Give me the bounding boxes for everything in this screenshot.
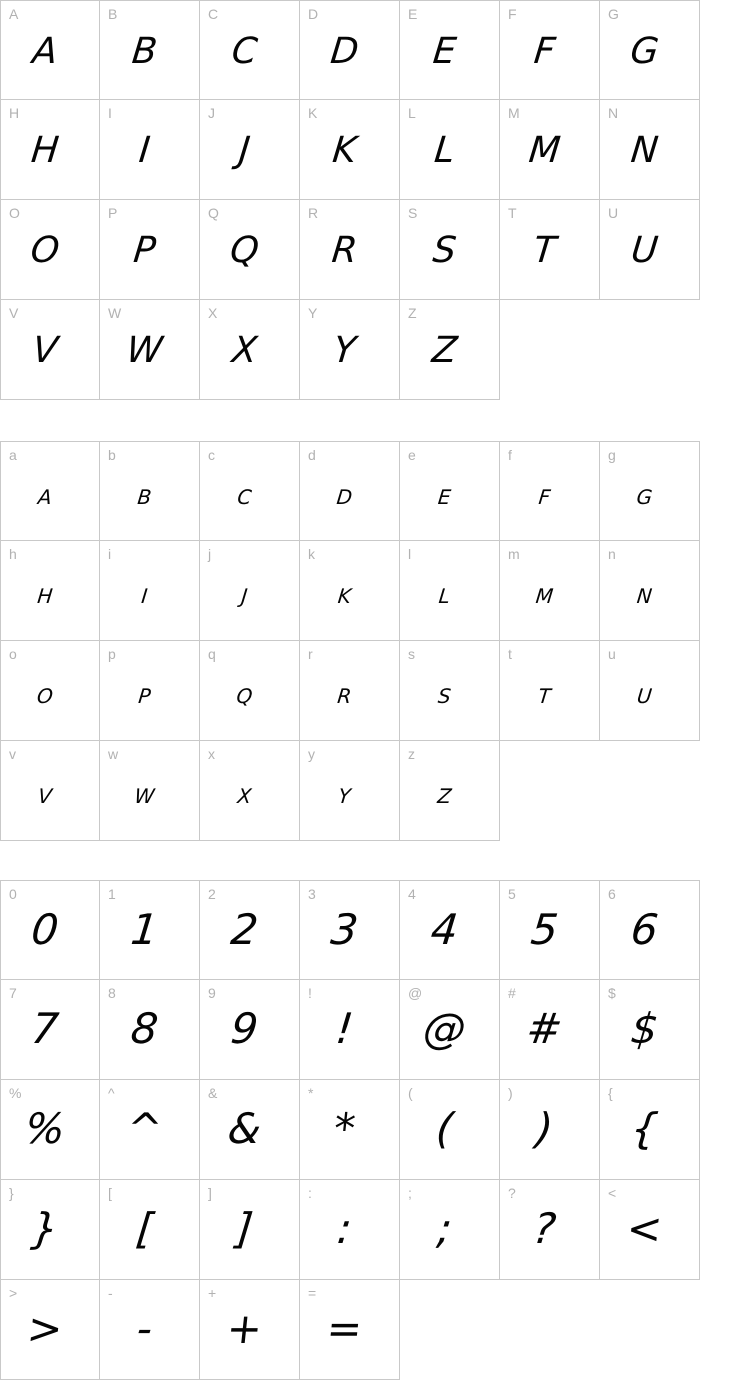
glyph-cell: [200, 880, 300, 980]
glyph-cell: [400, 880, 500, 980]
cell-glyph: E: [436, 485, 453, 509]
glyph-row: [0, 300, 700, 400]
cell-label: D: [308, 6, 319, 22]
glyph-cell: [0, 880, 100, 980]
glyph-cell: [500, 980, 600, 1080]
cell-label: g: [608, 447, 616, 463]
cell-glyph: ]: [233, 1204, 256, 1253]
glyph-row: [0, 741, 700, 841]
glyph-row: [0, 1080, 700, 1180]
cell-label: j: [208, 546, 212, 562]
glyph-cell: [600, 200, 700, 300]
cell-label: l: [408, 546, 412, 562]
glyph-cell: [0, 741, 100, 841]
glyph-cell: [600, 0, 700, 100]
cell-glyph: Z: [430, 330, 460, 371]
cell-glyph: F: [532, 31, 558, 72]
glyph-cell: [300, 441, 400, 541]
cell-label: v: [9, 746, 16, 762]
glyph-cell: [0, 100, 100, 200]
cell-label: -: [108, 1285, 113, 1301]
cell-label: ): [508, 1085, 513, 1101]
cell-glyph: &: [225, 1104, 264, 1153]
cell-label: 8: [108, 985, 116, 1001]
cell-label: @: [408, 985, 423, 1001]
cell-glyph: :: [334, 1204, 355, 1253]
glyph-cell: [500, 880, 600, 980]
glyph-cell: [400, 300, 500, 400]
glyph-cell: [600, 641, 700, 741]
cell-glyph: R: [329, 230, 360, 271]
cell-label: I: [108, 105, 112, 121]
cell-label: O: [9, 205, 20, 221]
cell-glyph: >: [24, 1304, 66, 1353]
cell-glyph: N: [628, 130, 661, 171]
glyph-cell: [100, 880, 200, 980]
cell-glyph: A: [30, 31, 60, 72]
glyph-cell: [400, 1080, 500, 1180]
cell-glyph: J: [240, 584, 249, 608]
cell-glyph: Q: [228, 230, 261, 271]
cell-label: ^: [108, 1085, 115, 1101]
glyph-cell: [500, 441, 600, 541]
cell-glyph: [: [133, 1204, 156, 1253]
glyph-row: [0, 641, 700, 741]
cell-label: e: [408, 447, 416, 463]
cell-label: d: [308, 447, 316, 463]
glyph-cell: [100, 300, 200, 400]
glyph-cell: [400, 200, 500, 300]
glyph-cell: [400, 541, 500, 641]
cell-glyph: D: [328, 31, 361, 72]
glyph-cell: [100, 1080, 200, 1180]
cell-label: S: [408, 205, 418, 221]
glyph-cell: [600, 1080, 700, 1180]
cell-glyph: +: [224, 1304, 265, 1353]
glyph-cell: [300, 200, 400, 300]
cell-label: z: [408, 746, 415, 762]
cell-glyph: V: [36, 784, 54, 808]
cell-label: U: [608, 205, 619, 221]
cell-glyph: M: [534, 584, 555, 608]
glyph-cell: [100, 0, 200, 100]
cell-glyph: N: [635, 584, 654, 608]
glyph-row: [0, 1280, 700, 1380]
glyph-section-lowercase: [0, 441, 700, 841]
cell-glyph: U: [629, 230, 660, 271]
glyph-row: [0, 200, 700, 300]
glyph-cell: [100, 980, 200, 1080]
glyph-cell: [300, 100, 400, 200]
glyph-cell: [100, 100, 200, 200]
glyph-cell: [0, 0, 100, 100]
glyph-cell: [200, 300, 300, 400]
glyph-cell: [400, 1180, 500, 1280]
cell-label: 3: [308, 886, 316, 902]
glyph-cell: [100, 1280, 200, 1380]
cell-glyph: 3: [328, 905, 361, 954]
cell-glyph: T: [537, 684, 552, 708]
cell-label: Z: [408, 305, 417, 321]
cell-label: R: [308, 205, 319, 221]
glyph-cell: [500, 200, 600, 300]
glyph-cell: [0, 300, 100, 400]
cell-glyph: M: [526, 130, 563, 171]
glyph-cell: [600, 441, 700, 541]
cell-glyph: K: [330, 130, 359, 171]
glyph-cell: [100, 641, 200, 741]
cell-label: P: [108, 205, 118, 221]
cell-label: W: [108, 305, 122, 321]
cell-glyph: T: [531, 230, 558, 271]
glyph-row: [0, 441, 700, 541]
glyph-cell: [600, 100, 700, 200]
glyph-cell: [600, 1180, 700, 1280]
cell-glyph: @: [420, 1004, 469, 1053]
glyph-cell: [0, 641, 100, 741]
glyph-cell: [500, 1180, 600, 1280]
cell-glyph: 4: [428, 905, 461, 954]
cell-glyph: O: [28, 230, 62, 271]
glyph-cell: [400, 741, 500, 841]
cell-label: +: [208, 1285, 217, 1301]
glyph-cell: [400, 441, 500, 541]
glyph-cell: [300, 1180, 400, 1280]
cell-label: k: [308, 546, 315, 562]
cell-glyph: 6: [628, 905, 661, 954]
cell-glyph: -: [134, 1304, 155, 1353]
cell-glyph: S: [430, 230, 459, 271]
cell-label: *: [308, 1085, 314, 1101]
cell-glyph: G: [635, 485, 654, 509]
glyph-cell: [300, 300, 400, 400]
cell-label: A: [9, 6, 19, 22]
cell-label: n: [608, 546, 616, 562]
glyph-cell: [0, 541, 100, 641]
cell-label: F: [508, 6, 517, 22]
cell-label: u: [608, 646, 616, 662]
cell-label: 0: [9, 886, 17, 902]
cell-label: H: [9, 105, 20, 121]
cell-glyph: H: [29, 130, 61, 171]
cell-glyph: G: [628, 31, 661, 72]
glyph-cell: [100, 441, 200, 541]
glyph-cell: [0, 441, 100, 541]
cell-glyph: I: [137, 130, 153, 171]
glyph-cell: [0, 1080, 100, 1180]
cell-label: f: [508, 447, 512, 463]
cell-label: <: [608, 1185, 617, 1201]
cell-glyph: <: [624, 1204, 665, 1253]
cell-label: s: [408, 646, 415, 662]
cell-glyph: W: [124, 330, 165, 371]
cell-glyph: Z: [436, 784, 453, 808]
glyph-section-digits-symbols: [0, 880, 700, 1380]
glyph-cell: [400, 0, 500, 100]
glyph-cell: [0, 200, 100, 300]
cell-label: L: [408, 105, 416, 121]
glyph-cell: [100, 741, 200, 841]
cell-glyph: *: [331, 1104, 358, 1153]
glyph-cell: [200, 1080, 300, 1180]
glyph-cell: [400, 100, 500, 200]
cell-glyph: Y: [337, 784, 352, 808]
cell-label: $: [608, 985, 616, 1001]
cell-glyph: Q: [235, 684, 254, 708]
glyph-cell: [100, 541, 200, 641]
cell-glyph: 1: [128, 905, 161, 954]
glyph-cell: [200, 0, 300, 100]
cell-glyph: !: [333, 1004, 356, 1053]
cell-glyph: P: [137, 684, 152, 708]
cell-label: >: [9, 1285, 18, 1301]
glyph-cell: [400, 641, 500, 741]
glyph-cell: [300, 1280, 400, 1380]
cell-glyph: I: [140, 584, 149, 608]
glyph-cell: [200, 100, 300, 200]
cell-label: Y: [308, 305, 318, 321]
cell-label: m: [508, 546, 520, 562]
glyph-cell: [300, 1080, 400, 1180]
cell-glyph: 0: [29, 905, 61, 954]
cell-label: ]: [208, 1185, 212, 1201]
cell-glyph: K: [336, 584, 353, 608]
cell-glyph: V: [30, 330, 60, 371]
glyph-cell: [200, 541, 300, 641]
glyph-cell: [200, 1280, 300, 1380]
cell-label: {: [608, 1085, 613, 1101]
cell-label: ?: [508, 1185, 516, 1201]
cell-glyph: S: [436, 684, 453, 708]
cell-label: b: [108, 447, 116, 463]
cell-glyph: {: [628, 1104, 661, 1153]
glyph-row: [0, 0, 700, 100]
glyph-cell: [600, 880, 700, 980]
cell-glyph: L: [437, 584, 452, 608]
glyph-cell: [300, 0, 400, 100]
cell-glyph: (: [433, 1104, 456, 1153]
cell-label: x: [208, 746, 215, 762]
cell-label: 9: [208, 985, 216, 1001]
glyph-cell: [500, 641, 600, 741]
glyph-cell: [200, 200, 300, 300]
cell-glyph: ?: [530, 1204, 559, 1253]
cell-label: q: [208, 646, 216, 662]
glyph-cell: [600, 541, 700, 641]
glyph-section-uppercase: [0, 0, 700, 400]
cell-label: y: [308, 746, 315, 762]
glyph-cell: [500, 100, 600, 200]
cell-label: :: [308, 1185, 312, 1201]
glyph-cell: [600, 980, 700, 1080]
cell-glyph: H: [36, 584, 54, 608]
cell-label: i: [108, 546, 112, 562]
cell-glyph: P: [131, 230, 158, 271]
glyph-cell: [300, 641, 400, 741]
cell-label: [: [108, 1185, 112, 1201]
cell-label: c: [208, 447, 215, 463]
cell-glyph: ^: [124, 1104, 165, 1153]
cell-label: B: [108, 6, 118, 22]
glyph-cell: [100, 1180, 200, 1280]
cell-label: K: [308, 105, 318, 121]
cell-label: T: [508, 205, 517, 221]
glyph-cell: [400, 980, 500, 1080]
glyph-row: [0, 541, 700, 641]
glyph-row: [0, 100, 700, 200]
cell-label: V: [9, 305, 19, 321]
glyph-cell: [200, 1180, 300, 1280]
glyph-cell: [300, 980, 400, 1080]
cell-label: &: [208, 1085, 218, 1101]
glyph-cell: [500, 0, 600, 100]
glyph-cell: [300, 880, 400, 980]
glyph-cell: [0, 980, 100, 1080]
cell-glyph: 5: [528, 905, 561, 954]
cell-glyph: $: [628, 1004, 661, 1053]
cell-glyph: }: [29, 1204, 61, 1253]
cell-label: 6: [608, 886, 616, 902]
cell-glyph: B: [136, 485, 153, 509]
cell-glyph: C: [229, 31, 260, 72]
cell-label: h: [9, 546, 17, 562]
cell-glyph: W: [133, 784, 156, 808]
cell-glyph: B: [130, 31, 160, 72]
cell-label: (: [408, 1085, 413, 1101]
glyph-cell: [500, 1080, 600, 1180]
glyph-cell: [200, 980, 300, 1080]
cell-glyph: U: [635, 684, 654, 708]
cell-label: p: [108, 646, 116, 662]
cell-label: w: [108, 746, 119, 762]
glyph-row: [0, 1180, 700, 1280]
cell-label: 1: [108, 886, 116, 902]
cell-label: 2: [208, 886, 216, 902]
cell-glyph: C: [236, 485, 253, 509]
cell-label: =: [308, 1285, 317, 1301]
cell-glyph: #: [524, 1004, 565, 1053]
cell-glyph: 2: [228, 905, 261, 954]
glyph-row: [0, 980, 700, 1080]
cell-glyph: E: [431, 31, 459, 72]
cell-glyph: X: [236, 784, 253, 808]
cell-glyph: O: [35, 684, 55, 708]
cell-label: ;: [408, 1185, 412, 1201]
cell-label: 4: [408, 886, 416, 902]
cell-glyph: %: [22, 1104, 68, 1153]
cell-glyph: J: [237, 130, 253, 171]
cell-glyph: 9: [228, 1004, 261, 1053]
cell-label: X: [208, 305, 218, 321]
glyph-cell: [0, 1280, 100, 1380]
cell-label: }: [9, 1185, 14, 1201]
cell-label: E: [408, 6, 418, 22]
glyph-cell: [500, 541, 600, 641]
glyph-cell: [100, 200, 200, 300]
cell-label: C: [208, 6, 219, 22]
cell-glyph: ): [533, 1104, 556, 1153]
cell-glyph: ;: [434, 1204, 455, 1253]
cell-glyph: 7: [29, 1004, 61, 1053]
cell-label: 7: [9, 985, 17, 1001]
cell-glyph: L: [432, 130, 457, 171]
cell-glyph: X: [230, 330, 260, 371]
glyph-cell: [200, 441, 300, 541]
glyph-cell: [0, 1180, 100, 1280]
glyph-cell: [300, 541, 400, 641]
cell-label: r: [308, 646, 313, 662]
cell-label: o: [9, 646, 17, 662]
cell-label: N: [608, 105, 619, 121]
cell-glyph: R: [336, 684, 353, 708]
cell-label: Q: [208, 205, 219, 221]
cell-label: !: [308, 985, 312, 1001]
cell-glyph: A: [36, 485, 54, 509]
glyph-row: [0, 880, 700, 980]
cell-label: G: [608, 6, 619, 22]
cell-label: J: [208, 105, 215, 121]
glyph-cell: [200, 641, 300, 741]
cell-label: %: [9, 1085, 22, 1101]
cell-label: M: [508, 105, 520, 121]
cell-label: a: [9, 447, 17, 463]
cell-glyph: 8: [128, 1004, 161, 1053]
cell-label: t: [508, 646, 512, 662]
cell-glyph: D: [335, 485, 354, 509]
cell-label: 5: [508, 886, 516, 902]
glyph-cell: [300, 741, 400, 841]
cell-glyph: F: [537, 485, 552, 509]
cell-glyph: =: [324, 1304, 365, 1353]
cell-glyph: Y: [331, 330, 358, 371]
cell-label: #: [508, 985, 516, 1001]
glyph-cell: [200, 741, 300, 841]
